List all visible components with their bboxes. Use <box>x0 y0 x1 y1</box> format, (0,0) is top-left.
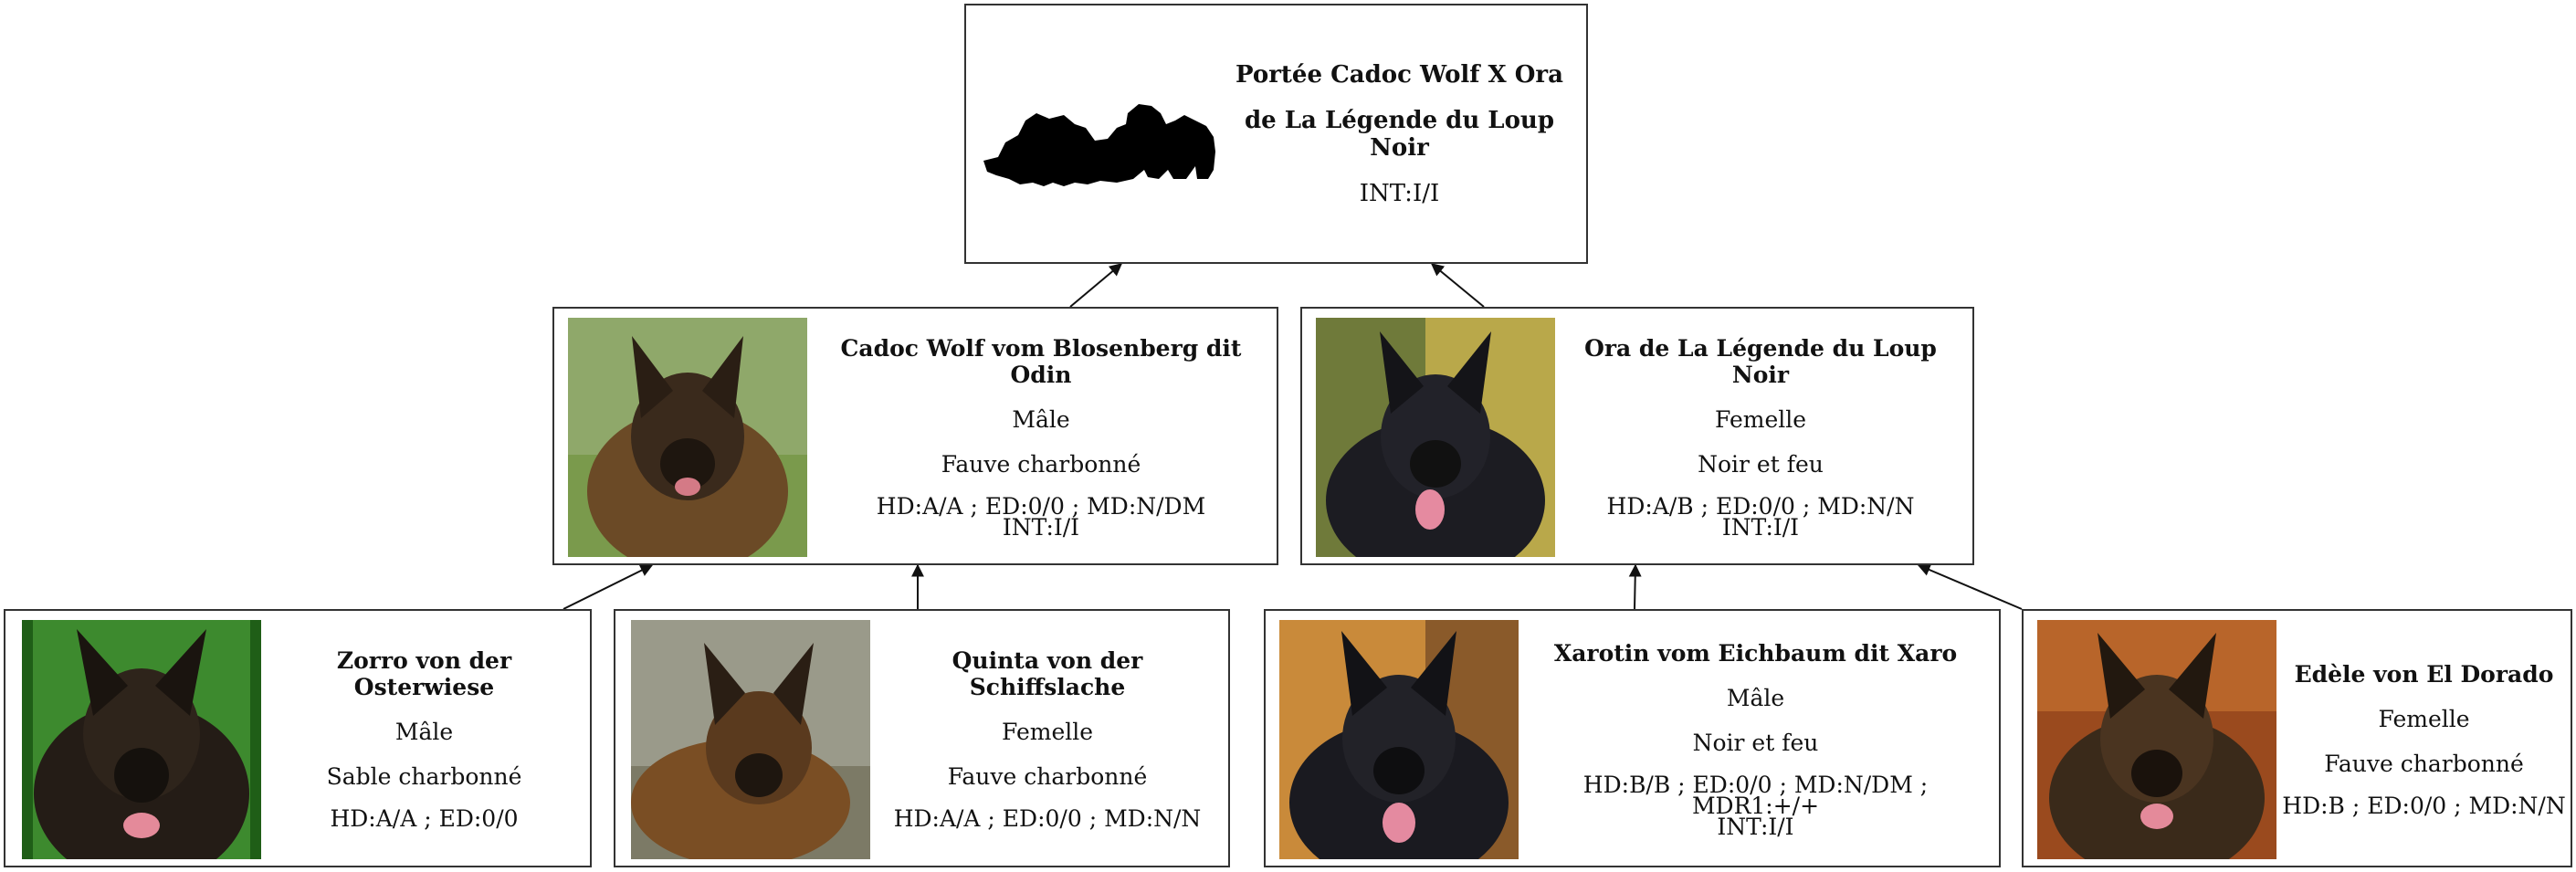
edele-sex: Femelle <box>2378 705 2470 732</box>
sire-dam-node <box>614 609 1230 867</box>
dam-color: Noir et feu <box>1698 450 1824 478</box>
zorro-sex: Mâle <box>394 719 454 745</box>
xaro-color: Noir et feu <box>1692 729 1819 756</box>
sire-color: Fauve charbonné <box>941 450 1141 478</box>
zorro-info <box>263 611 585 866</box>
sire-sire-node <box>4 609 592 867</box>
edele-color: Fauve charbonné <box>2324 750 2524 777</box>
quinta-color: Fauve charbonné <box>947 763 1148 790</box>
sire-node <box>552 307 1278 565</box>
litter-int: INT:I/I <box>1359 179 1440 207</box>
dog-photo-sable-autumn <box>2037 620 2276 859</box>
link-sire-to-litter <box>1070 264 1121 307</box>
quinta-sex: Femelle <box>1001 719 1094 745</box>
sire-int: INT:I/I <box>1002 513 1080 541</box>
litter-info <box>1222 5 1577 262</box>
litter-title: Portée Cadoc Wolf X Ora <box>1235 60 1563 89</box>
dam-name: Ora de La Légende du Loup Noir <box>1584 334 1937 388</box>
dog-photo-black-longcoat <box>1316 318 1555 557</box>
litter-node <box>964 4 1588 264</box>
link-zorro-to-sire <box>563 565 652 609</box>
dam-dam-node <box>2022 609 2572 867</box>
edele-name: Edèle von El Dorado <box>2294 660 2554 688</box>
xaro-name: Xarotin vom Eichbaum dit Xaro <box>1553 639 1958 667</box>
dam-node <box>1300 307 1974 565</box>
sire-sex: Mâle <box>1012 405 1070 433</box>
sire-health: HD:A/A ; ED:0/0 ; MD:N/DM <box>876 492 1206 520</box>
litter-subtitle: de La Légende du Loup Noir <box>1244 106 1554 162</box>
dam-health: HD:A/B ; ED:0/0 ; MD:N/N <box>1606 492 1915 520</box>
sire-info <box>810 309 1272 563</box>
xaro-info <box>1517 611 1994 866</box>
dog-photo-sable-lying <box>631 620 870 859</box>
xaro-int: INT:I/I <box>1717 813 1794 840</box>
dam-int: INT:I/I <box>1721 513 1800 541</box>
zorro-health: HD:A/A ; ED:0/0 <box>330 805 519 832</box>
dam-sire-node <box>1264 609 2001 867</box>
puppies-silhouette-icon <box>980 88 1217 197</box>
xaro-health: HD:B/B ; ED:0/0 ; MD:N/DM ; MDR1:+/+ <box>1582 771 1929 819</box>
quinta-name: Quinta von der Schiffslache <box>952 647 1143 700</box>
link-edele-to-dam <box>1919 565 2022 609</box>
edele-info <box>2279 611 2569 866</box>
dog-photo-sable-longcoat <box>568 318 807 557</box>
zorro-color: Sable charbonné <box>326 763 522 790</box>
dog-photo-black-autumn <box>1279 620 1519 859</box>
edele-health: HD:B ; ED:0/0 ; MD:N/N <box>2282 792 2566 819</box>
sire-name: Cadoc Wolf vom Blosenberg dit Odin <box>840 334 1242 388</box>
link-dam-to-litter <box>1432 264 1484 307</box>
quinta-info <box>871 611 1224 866</box>
dam-sex: Femelle <box>1714 405 1807 433</box>
xaro-sex: Mâle <box>1726 684 1785 711</box>
quinta-health: HD:A/A ; ED:0/0 ; MD:N/N <box>893 805 1202 832</box>
dam-info <box>1553 309 1968 563</box>
dog-photo-dark-sable <box>22 620 261 859</box>
zorro-name: Zorro von der Osterwiese <box>336 647 512 700</box>
